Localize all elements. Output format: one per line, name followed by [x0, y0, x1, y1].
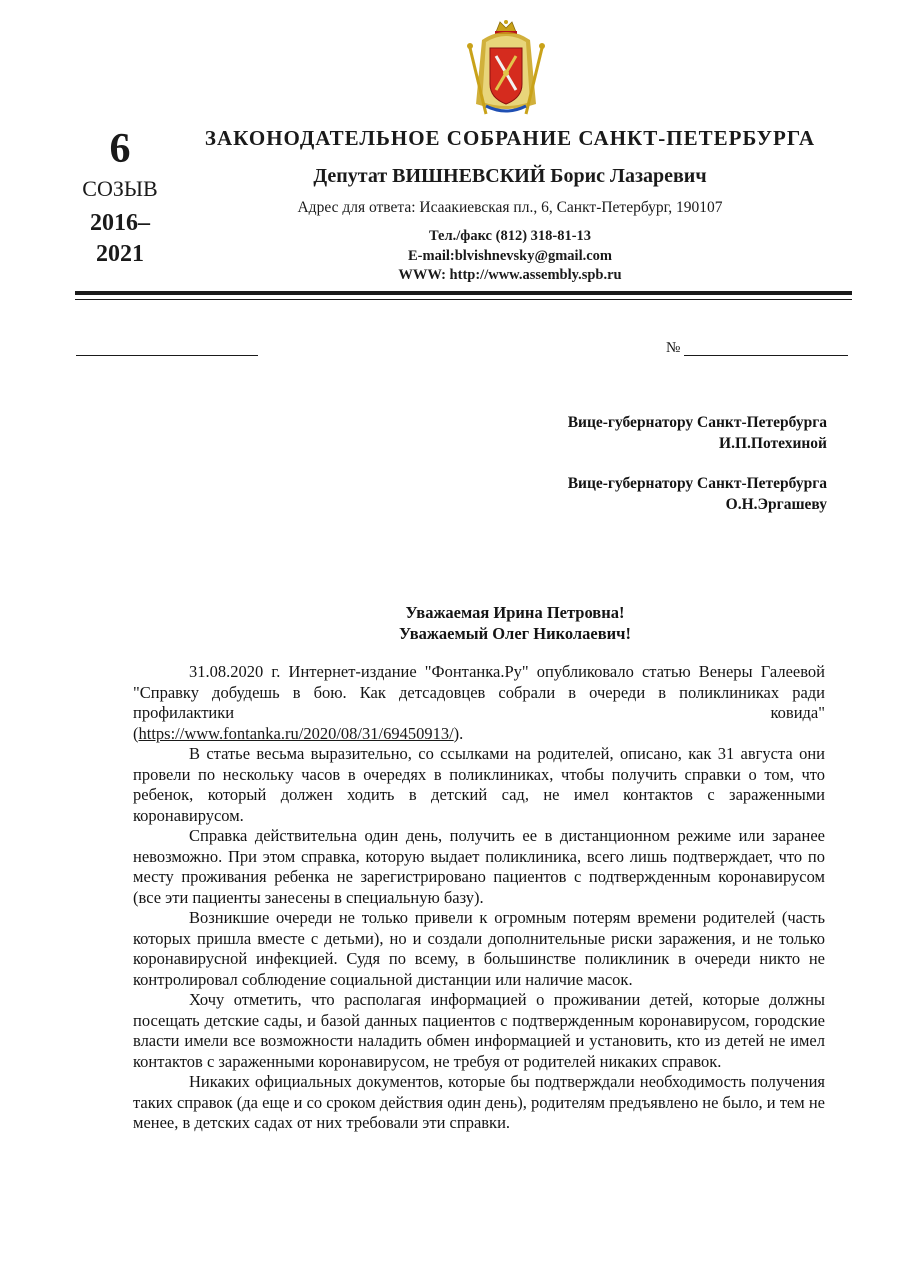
letter-body [133, 662, 825, 1134]
header-divider-thin [75, 299, 852, 300]
phone-fax: Тел./факс (812) 318-81-13 [428, 228, 592, 244]
addressee-block [568, 412, 827, 454]
paragraph: Никаких официальных документов, которые бы подтверждали необходимость получения таких справок (да еще и со сроком действия один день), родителям предъявлено не было, и тем не менее, в детских садах от них требовали эти справки. [133, 1072, 825, 1132]
coat-of-arms-icon [456, 18, 556, 118]
link-close-paren: ). [453, 723, 464, 743]
date-blank-line [76, 355, 258, 356]
header-divider-thick [75, 291, 852, 295]
addressee-name: И.П.Потехиной [719, 435, 827, 452]
paragraph: В статье весьма выразительно, со ссылками на родителей, описано, как 31 августа они провели по нескольку часов в очередях в поликлиниках, чтобы получить справки о том, что ребенок, который должен ходить в детский сад, не имел контактов с зараженными коронавирусом. [133, 744, 825, 825]
salutation-line: Уважаемая Ирина Петровна! [405, 603, 625, 622]
paragraph-link-line [133, 724, 825, 745]
article-link[interactable]: https://www.fontanka.ru/2020/08/31/69450913/ [138, 723, 454, 743]
convocation-label: СОЗЫВ [82, 176, 158, 201]
addressee-position: Вице-губернатору Санкт-Петербурга [567, 475, 827, 492]
reply-address: Адрес для ответа: Исаакиевская пл., 6, Санкт-Петербург, 190107 [297, 199, 723, 216]
email-address: E-mail:blvishnevsky@gmail.com [407, 248, 612, 264]
paragraph: Возникшие очереди не только привели к огромным потерям времени родителей (часть которых пришла вместе с детьми), но и создали дополнительные риски заражения, и не только коронавирусной инфекцией. Судя по всему, в большинстве поликлиник в очереди никто не контролировал соблюдение социальной дистанции или наличие масок. [133, 908, 825, 989]
salutation-line: Уважаемый Олег Николаевич! [399, 624, 631, 643]
addressee-name: О.Н.Эргашеву [725, 496, 827, 513]
convocation-years-start: 2016– [90, 210, 150, 236]
outgoing-number-blank-line [684, 355, 848, 356]
organization-title: ЗАКОНОДАТЕЛЬНОЕ СОБРАНИЕ САНКТ-ПЕТЕРБУРГА [204, 126, 816, 150]
convocation-number: 6 [109, 126, 131, 172]
outgoing-number-label: № [666, 340, 681, 356]
website: WWW: http://www.assembly.spb.ru [398, 267, 622, 283]
paragraph-lead: 31.08.2020 г. Интернет-издание "Фонтанка.Ру" опубликовало статью Венеры Галеевой "Справку добудешь в бою. Как детсадовцев собрали в очереди в поликлиниках ради профилактики ковида" [133, 662, 825, 722]
link-open-paren: ( [133, 723, 139, 743]
paragraph: Справка действительна один день, получить ее в дистанционном режиме или заранее невозможно. При этом справка, которую выдает поликлиника, всего лишь подтверждает, что по месту проживания ребенка не зарегистрировано пациентов с подтвержденным коронавирусом (все эти пациенты занесены в специальную базу). [133, 826, 825, 907]
paragraph: Хочу отметить, что располагая информацией о проживании детей, которые должны посещать детские сады, и базой данных пациентов с подтвержденным коронавирусом, городские власти имели все возможности наладить обмен информацией и установить, кто из детей не имел контактов с зараженными коронавирусом, не требуя от родителей никаких справок. [133, 990, 825, 1071]
deputy-name: Депутат ВИШНЕВСКИЙ Борис Лазаревич [313, 165, 707, 187]
convocation-years-end: 2021 [96, 241, 144, 267]
addressee-position: Вице-губернатору Санкт-Петербурга [567, 414, 827, 431]
addressee-block [568, 473, 827, 515]
